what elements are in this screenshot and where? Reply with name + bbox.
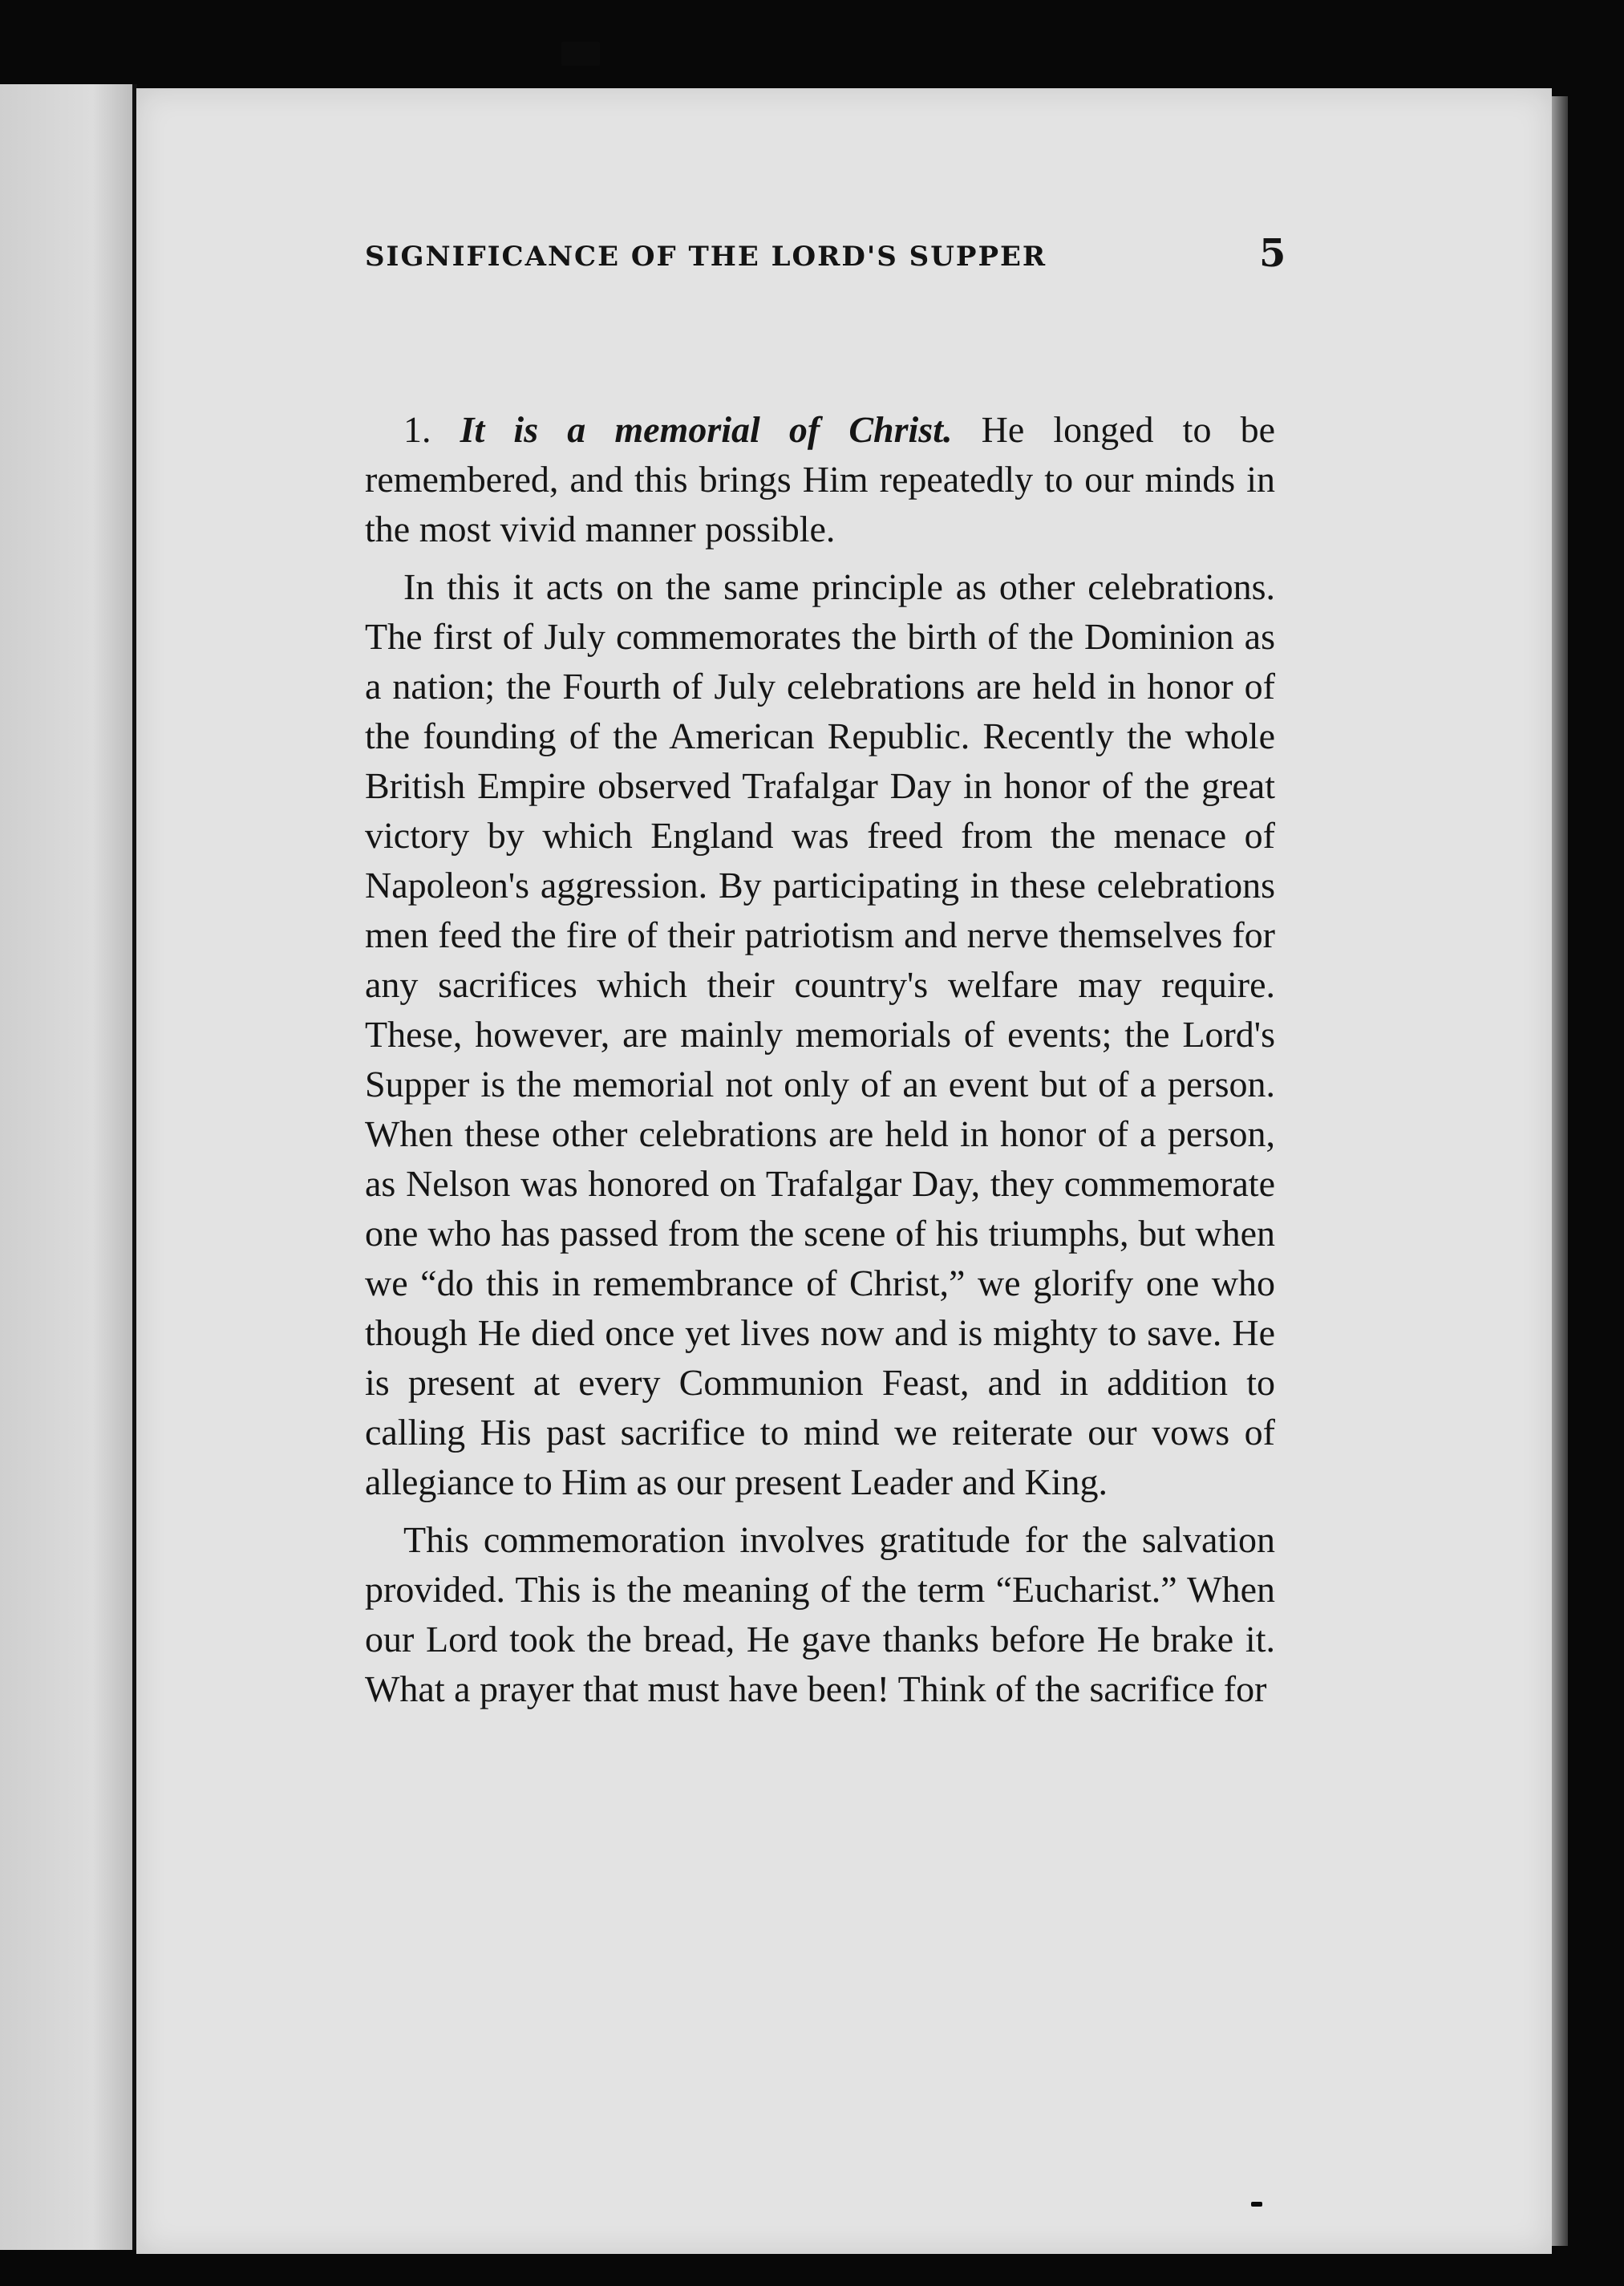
scan-speck — [561, 42, 600, 66]
paragraph — [365, 405, 1275, 554]
scan-speck — [1251, 2202, 1262, 2207]
paragraph-text: In this it acts on the same principle as other celebrations. The first of July commemorates the birth of the Dominion as a nation; the Fourth of July celebrations are held in honor of the founding of the American Republic. Recently the whole British Empire observed Trafalgar Day in honor of the great victory by which England was freed from the menace of Napoleon's aggression. By participating in these celebrations men feed the fire of their patriotism and nerve themselves for any sacrifices which their country's welfare may require. These, however, are mainly memorials of events; the Lord's Supper is the memorial not only of an event but of a person. When these other celebrations are held in honor of a person, as Nelson was honored on Trafalgar Day, they commemorate one who has passed from the scene of his triumphs, but when we “do this in remembrance of Christ,” we glorify one who though He died once yet lives now and is mighty to save. He is present at every Communion Feast, and in addition to calling His past sacrifice to mind we reiterate our vows of allegiance to Him as our present Leader and King. — [365, 566, 1275, 1502]
emphasized-heading: It is a memorial of Christ. — [460, 409, 953, 450]
running-header: SIGNIFICANCE OF THE LORD'S SUPPER — [365, 241, 1047, 273]
page-body — [365, 405, 1275, 1722]
page-number: 5 — [1259, 231, 1286, 276]
list-number: 1. — [403, 409, 460, 450]
paragraph-text: He longed to be remembered, and this brings Him repeatedly to our minds in the most vivid manner possible. — [365, 409, 1276, 549]
facing-page-edge — [0, 84, 137, 2250]
paragraph — [365, 1515, 1275, 1714]
paragraph-text: This commemoration involves gratitude for the salvation provided. This is the meaning of the term “Eucharist.” When our Lord took the bread, He gave thanks before He brake it. What a prayer that must have been! Think of the sacrifice for — [365, 1519, 1275, 1709]
page-gutter-shadow — [1552, 96, 1568, 2246]
paragraph — [365, 562, 1275, 1507]
